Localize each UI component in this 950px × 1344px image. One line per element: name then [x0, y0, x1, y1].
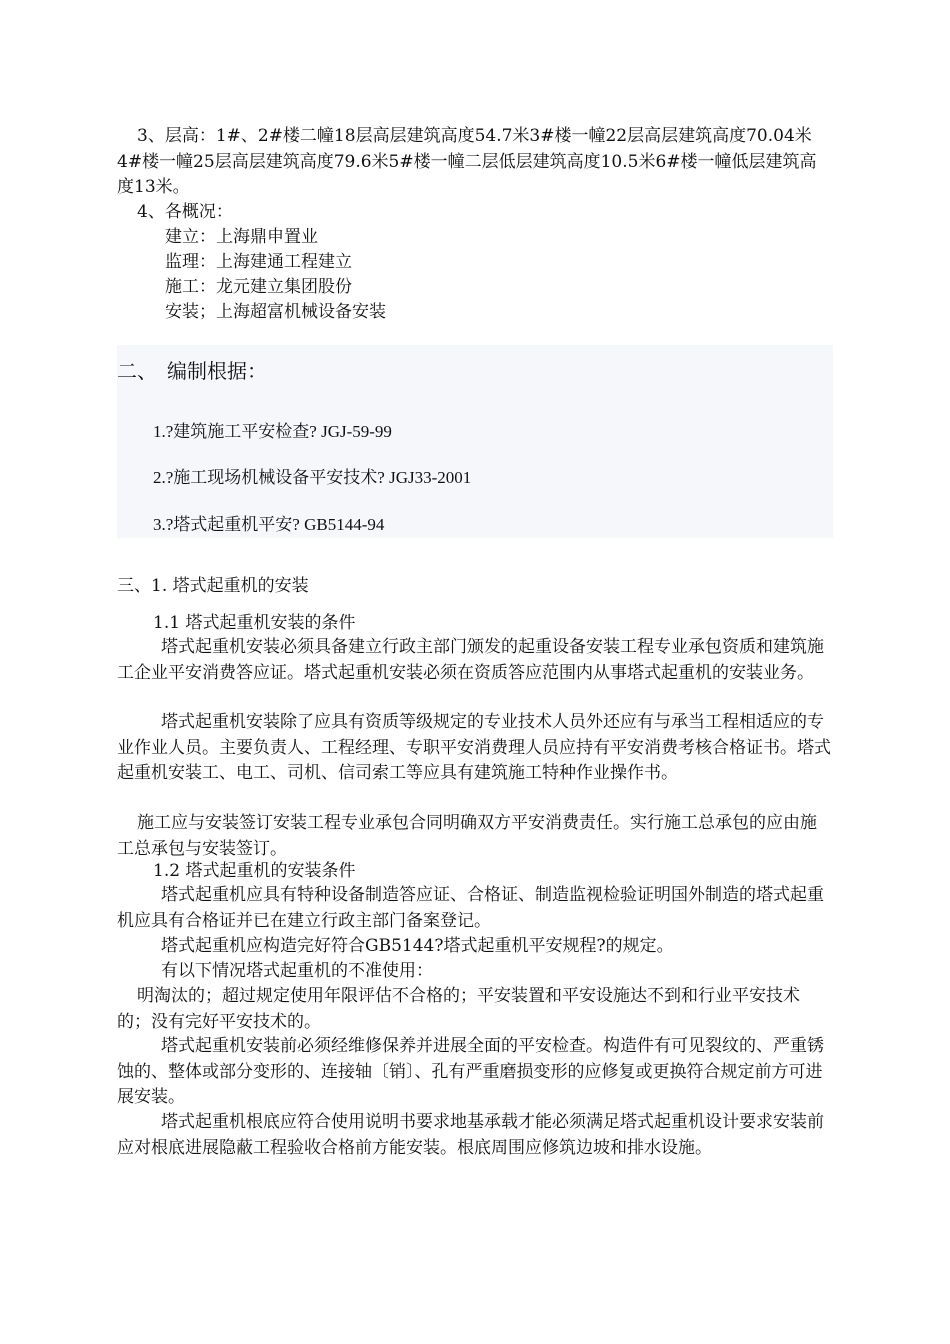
body-paragraph: 塔式起重机安装必须具备建立行政主部门颁发的起重设备安装工程专业承包资质和建筑施工企业平安消费答应证。塔式起重机安装必须在资质答应范围内从事塔式起重机的安装业务。 [117, 637, 824, 683]
basis-reference-item: 2.?施工现场机械设备平安技术? JGJ33-2001 [153, 468, 472, 487]
overview-item-supervisor: 监理：上海建通工程建立 [165, 252, 352, 272]
basis-section-heading [117, 356, 267, 386]
body-paragraph: 塔式起重机安装除了应具有资质等级规定的专业技术人员外还应有与承当工程相适应的专业作业人员。主要负责人、工程经理、专职平安消费理人员应持有平安消费考核合格证书。塔式起重机安装工、电工、司机、信司索工等应具有建筑施工特种作业操作书。 [117, 712, 831, 783]
installation-section-title: 三、1. 塔式起重机的安装 [117, 576, 309, 596]
body-paragraph: 塔式起重机根底应符合使用说明书要求地基承载才能必须满足塔式起重机设计要求安装前应对根底进展隐蔽工程验收合格前方能安装。根底周围应修筑边坡和排水设施。 [117, 1112, 824, 1158]
body-paragraph: 有以下情况塔式起重机的不准使用： [161, 961, 433, 981]
basis-section-title: 编制根据： [167, 359, 267, 383]
basis-reference-item: 1.?建筑施工平安检查? JGJ-59-99 [153, 422, 392, 441]
overview-item-developer: 建立：上海鼎申置业 [165, 227, 318, 247]
subsection-1-1-title: 1.1 塔式起重机安装的条件 [153, 613, 356, 633]
subsection-1-2-title: 1.2 塔式起重机的安装条件 [153, 861, 356, 881]
body-paragraph: 塔式起重机应具有特种设备制造答应证、合格证、制造监视检验证明国外制造的塔式起重机应具有合格证并已在建立行政主部门备案登记。 [117, 885, 824, 931]
body-paragraph: 塔式起重机安装前必须经维修保养并进展全面的平安检查。构造件有可见裂纹的、严重锈蚀的、整体或部分变形的、连接轴〔销〕、孔有严重磨损变形的应修复或更换符合规定前方可进展安装。 [117, 1036, 824, 1107]
overview-item-contractor: 施工：龙元建立集团股份 [165, 277, 352, 297]
basis-reference-item: 3.?塔式起重机平安? GB5144-94 [153, 515, 385, 534]
overview-item-installer: 安装；上海超富机械设备安装 [165, 302, 386, 322]
body-paragraph: 施工应与安装签订安装工程专业承包合同明确双方平安消费责任。实行施工总承包的应由施工总承包与安装签订。 [117, 813, 817, 859]
basis-section-number: 二、 [117, 359, 157, 383]
body-paragraph: 塔式起重机应构造完好符合GB5144?塔式起重机平安规程?的规定。 [161, 936, 674, 956]
overview-heading: 4、各概况： [137, 202, 233, 222]
floor-height-paragraph: 3、层高：1#、2#楼二幢18层高层建筑高度54.7米3#楼一幢22层高层建筑高度70.04米4#楼一幢25层高层建筑高度79.6米5#楼一幢二层低层建筑高度10.5米6#楼一幢低层建筑高度13米。 [117, 126, 817, 197]
body-paragraph: 明淘汰的；超过规定使用年限评估不合格的；平安装置和平安设施达不到和行业平安技术的；没有完好平安技术的。 [117, 986, 800, 1032]
